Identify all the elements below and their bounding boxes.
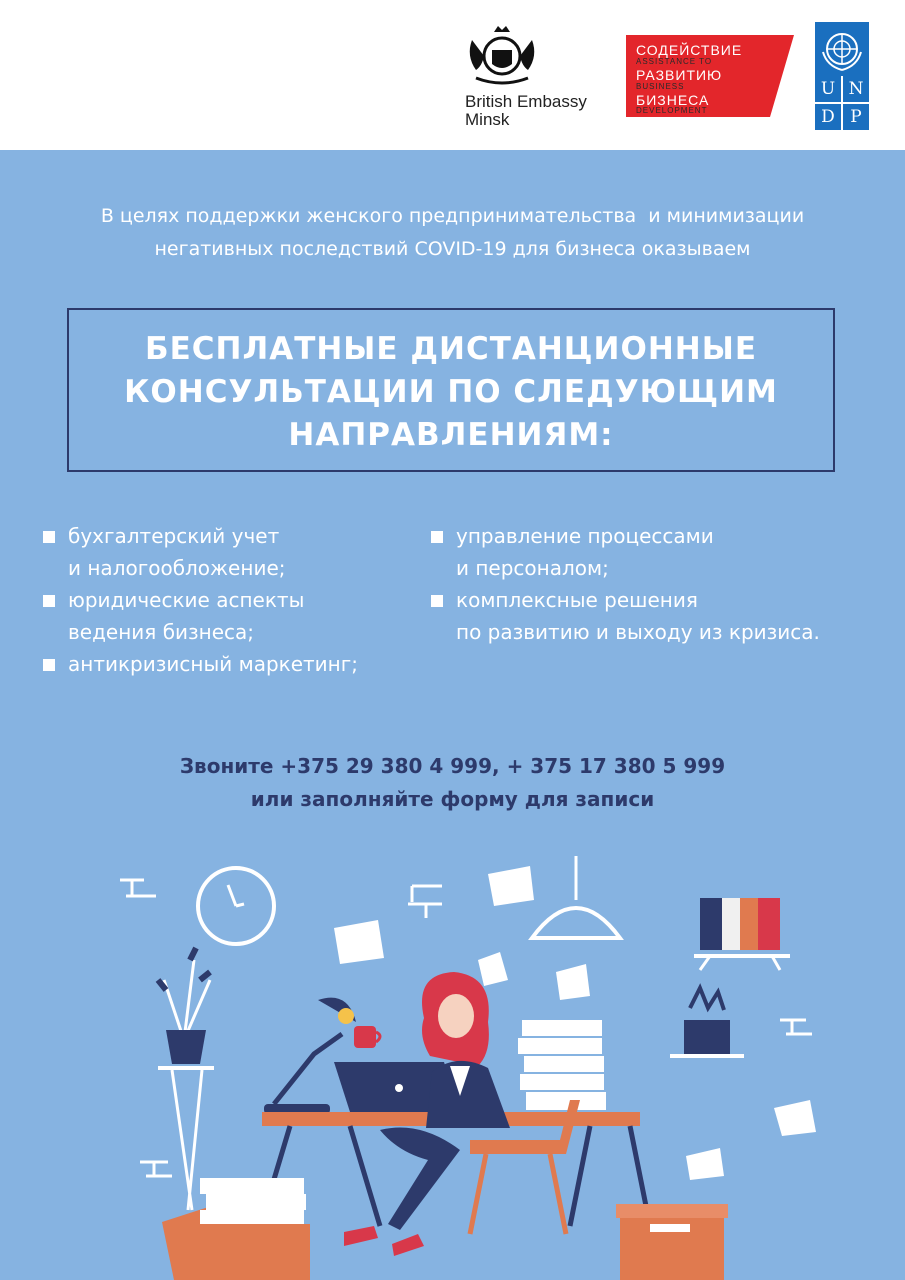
headline xyxy=(67,328,835,457)
abd-sub1: ASSISTANCE TO xyxy=(636,57,713,66)
embassy-line2: Minsk xyxy=(465,110,510,129)
services-right-list xyxy=(431,520,820,648)
undp-letter-n: N xyxy=(843,76,869,102)
contact-info xyxy=(0,750,905,816)
abd-line2: РАЗВИТИЮ xyxy=(636,67,723,83)
bookshelf-icon xyxy=(694,898,790,970)
headline-line3: НАПРАВЛЕНИЯМ: xyxy=(288,417,614,453)
headline-line2: КОНСУЛЬТАЦИИ ПО СЛЕДУЮЩИМ xyxy=(124,374,778,410)
paper-stack-icon xyxy=(518,1020,606,1110)
royal-coat-of-arms-icon xyxy=(462,20,542,90)
headline-line1: БЕСПЛАТНЫЕ ДИСТАНЦИОННЫЕ xyxy=(144,331,758,367)
list-item: юридические аспекты xyxy=(43,584,358,616)
desk-lamp-icon xyxy=(264,998,356,1114)
form-line: или заполняйте форму для записи xyxy=(250,787,655,811)
undp-letter-u: U xyxy=(815,76,841,102)
services-left-list xyxy=(43,520,358,680)
embassy-line1: British Embassy xyxy=(465,92,587,111)
abd-line3: БИЗНЕСА xyxy=(636,92,710,108)
potted-plant-icon xyxy=(158,948,214,1210)
list-item: бухгалтерский учет xyxy=(43,520,358,552)
embassy-name xyxy=(465,93,587,129)
list-item-continued: по развитию и выходу из кризиса. xyxy=(456,620,820,644)
hanging-plant-icon xyxy=(670,988,744,1056)
undp-letters xyxy=(815,76,869,130)
list-item-continued: и налогообложение; xyxy=(68,556,286,580)
intro-line1: В целях поддержки женского предпринимательства и минимизации xyxy=(100,205,805,227)
list-item: комплексные решения xyxy=(431,584,820,616)
office-illustration xyxy=(0,840,905,1280)
abd-sub2: BUSINESS xyxy=(636,82,685,91)
undp-letter-p: P xyxy=(843,104,869,130)
list-item: управление процессами xyxy=(431,520,820,552)
intro-text xyxy=(20,200,885,266)
desk-icon xyxy=(260,1112,650,1226)
list-item-continued: ведения бизнеса; xyxy=(68,620,255,644)
abd-line1: СОДЕЙСТВИЕ xyxy=(636,42,743,58)
wall-clock-icon xyxy=(198,868,274,944)
intro-line2: негативных последствий COVID-19 для бизнеса оказываем xyxy=(154,238,751,260)
pendant-lamp-icon xyxy=(532,856,620,938)
undp-letter-d: D xyxy=(815,104,841,130)
list-item-continued: и персоналом; xyxy=(456,556,609,580)
header-bar xyxy=(0,0,905,150)
list-item: антикризисный маркетинг; xyxy=(43,648,358,680)
phone-line: Звоните +375 29 380 4 999, + 375 17 380 5 999 xyxy=(179,754,726,778)
un-emblem-icon xyxy=(815,22,869,76)
abd-sub3: DEVELOPMENT xyxy=(636,106,708,115)
